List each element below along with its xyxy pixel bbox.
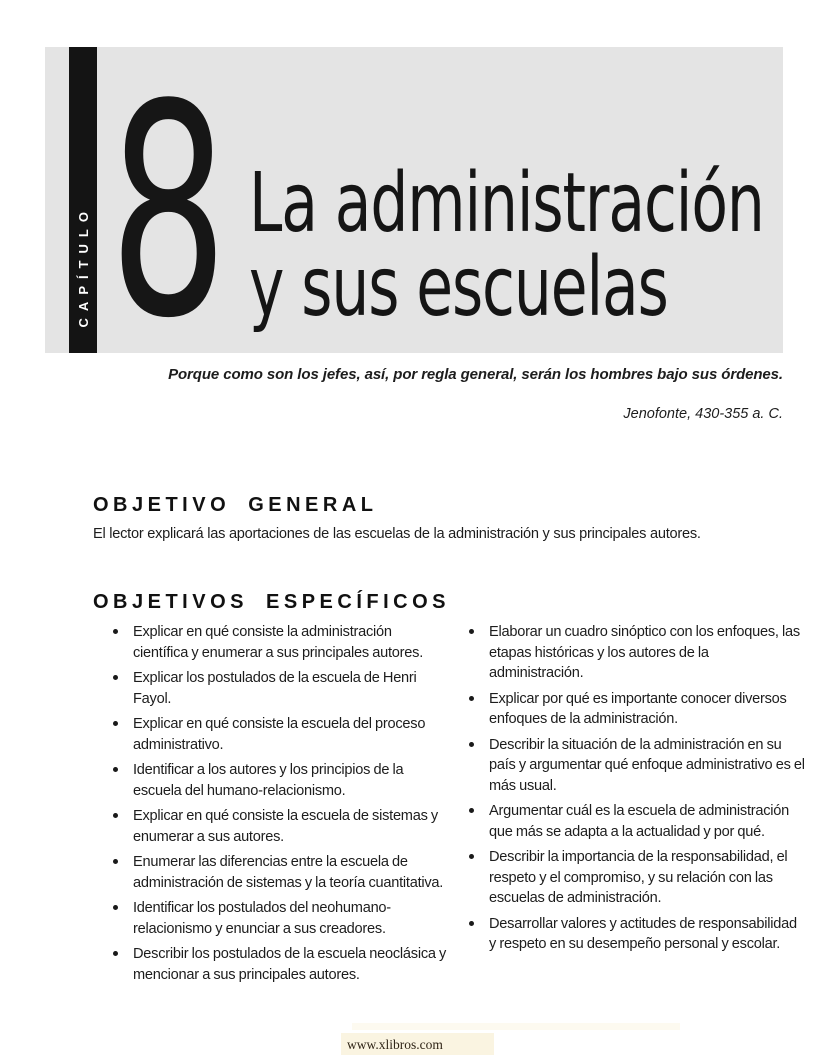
objective-item [449, 847, 805, 909]
objetivo-general-text: El lector explicará las aportaciones de las escuelas de la administración y sus principales autores. [93, 526, 701, 542]
chapter-number: 8 [109, 42, 228, 382]
objective-text: Enumerar las diferencias entre la escuela de administración de sistemas y la teoría cuantitativa. [133, 854, 444, 891]
objective-text: Explicar por qué es importante conocer diversos enfoques de la administración. [489, 690, 787, 727]
objective-item [93, 806, 449, 847]
bullet-icon [113, 629, 118, 634]
objective-item [449, 914, 805, 955]
objective-text: Identificar los postulados del neohumano-relacionismo y enunciar a sus creadores. [133, 900, 391, 937]
objective-item [449, 801, 805, 842]
objective-text: Elaborar un cuadro sinóptico con los enfoques, las etapas históricas y los autores de la administración. [489, 624, 800, 681]
bullet-icon [469, 921, 474, 926]
chapter-sidebar [69, 47, 97, 353]
objective-text: Describir la importancia de la responsabilidad, el respeto y el compromiso, y su relación con las escuelas de administración. [489, 849, 788, 906]
objective-item [93, 622, 449, 663]
objective-text: Explicar en qué consiste la administración científica y enumerar a sus principales autores. [133, 624, 423, 661]
objective-item [93, 944, 449, 985]
chapter-label: CAPÍTULO [75, 204, 91, 327]
bullet-icon [469, 808, 474, 813]
objective-item [93, 898, 449, 939]
objective-text: Identificar a los autores y los principios de la escuela del humano-relacionismo. [133, 762, 404, 799]
objectives-column-right [449, 622, 805, 990]
bullet-icon [113, 675, 118, 680]
chapter-title-line-1: La administración [249, 156, 764, 251]
epigraph-attribution: Jenofonte, 430-355 a. C. [623, 406, 783, 422]
footer-highlight-band [341, 1033, 494, 1055]
bullet-icon [469, 696, 474, 701]
objectives-list-left [93, 622, 449, 985]
footer-highlight-strip [352, 1023, 680, 1030]
bullet-icon [469, 854, 474, 859]
objective-text: Explicar los postulados de la escuela de Henri Fayol. [133, 670, 417, 707]
objective-item [93, 714, 449, 755]
epigraph-quote: Porque como son los jefes, así, por regla general, serán los hombres bajo sus órdenes. [168, 366, 783, 383]
objective-item [93, 852, 449, 893]
objective-item [449, 622, 805, 684]
bullet-icon [469, 742, 474, 747]
chapter-title-line-2: y sus escuelas [249, 240, 668, 335]
bullet-icon [113, 767, 118, 772]
chapter-title [249, 156, 764, 335]
objectives-column-left [93, 622, 449, 990]
objective-text: Explicar en qué consiste la escuela del proceso administrativo. [133, 716, 426, 753]
objective-text: Describir los postulados de la escuela neoclásica y mencionar a sus principales autores. [133, 946, 447, 983]
bullet-icon [113, 905, 118, 910]
objective-text: Argumentar cuál es la escuela de administración que más se adapta a la actualidad y por qué. [489, 803, 789, 840]
footer-url: www.xlibros.com [347, 1037, 443, 1052]
objetivos-especificos-heading: OBJETIVOS ESPECÍFICOS [93, 591, 451, 613]
objectives-columns [93, 622, 805, 990]
bullet-icon [113, 859, 118, 864]
objective-item [449, 689, 805, 730]
bullet-icon [113, 813, 118, 818]
objective-text: Describir la situación de la administración en su país y argumentar qué enfoque administrativo es el más usual. [489, 736, 805, 794]
objective-item [93, 668, 449, 709]
bullet-icon [469, 629, 474, 634]
objetivo-general-heading: OBJETIVO GENERAL [93, 494, 378, 516]
objective-text: Desarrollar valores y actitudes de responsabilidad y respeto en su desempeño personal y escolar. [489, 915, 797, 952]
bullet-icon [113, 721, 118, 726]
bullet-icon [113, 951, 118, 956]
objectives-list-right [449, 622, 805, 955]
objective-item [93, 760, 449, 801]
objective-text: Explicar en qué consiste la escuela de sistemas y enumerar a sus autores. [133, 808, 438, 845]
objective-item [449, 735, 805, 797]
